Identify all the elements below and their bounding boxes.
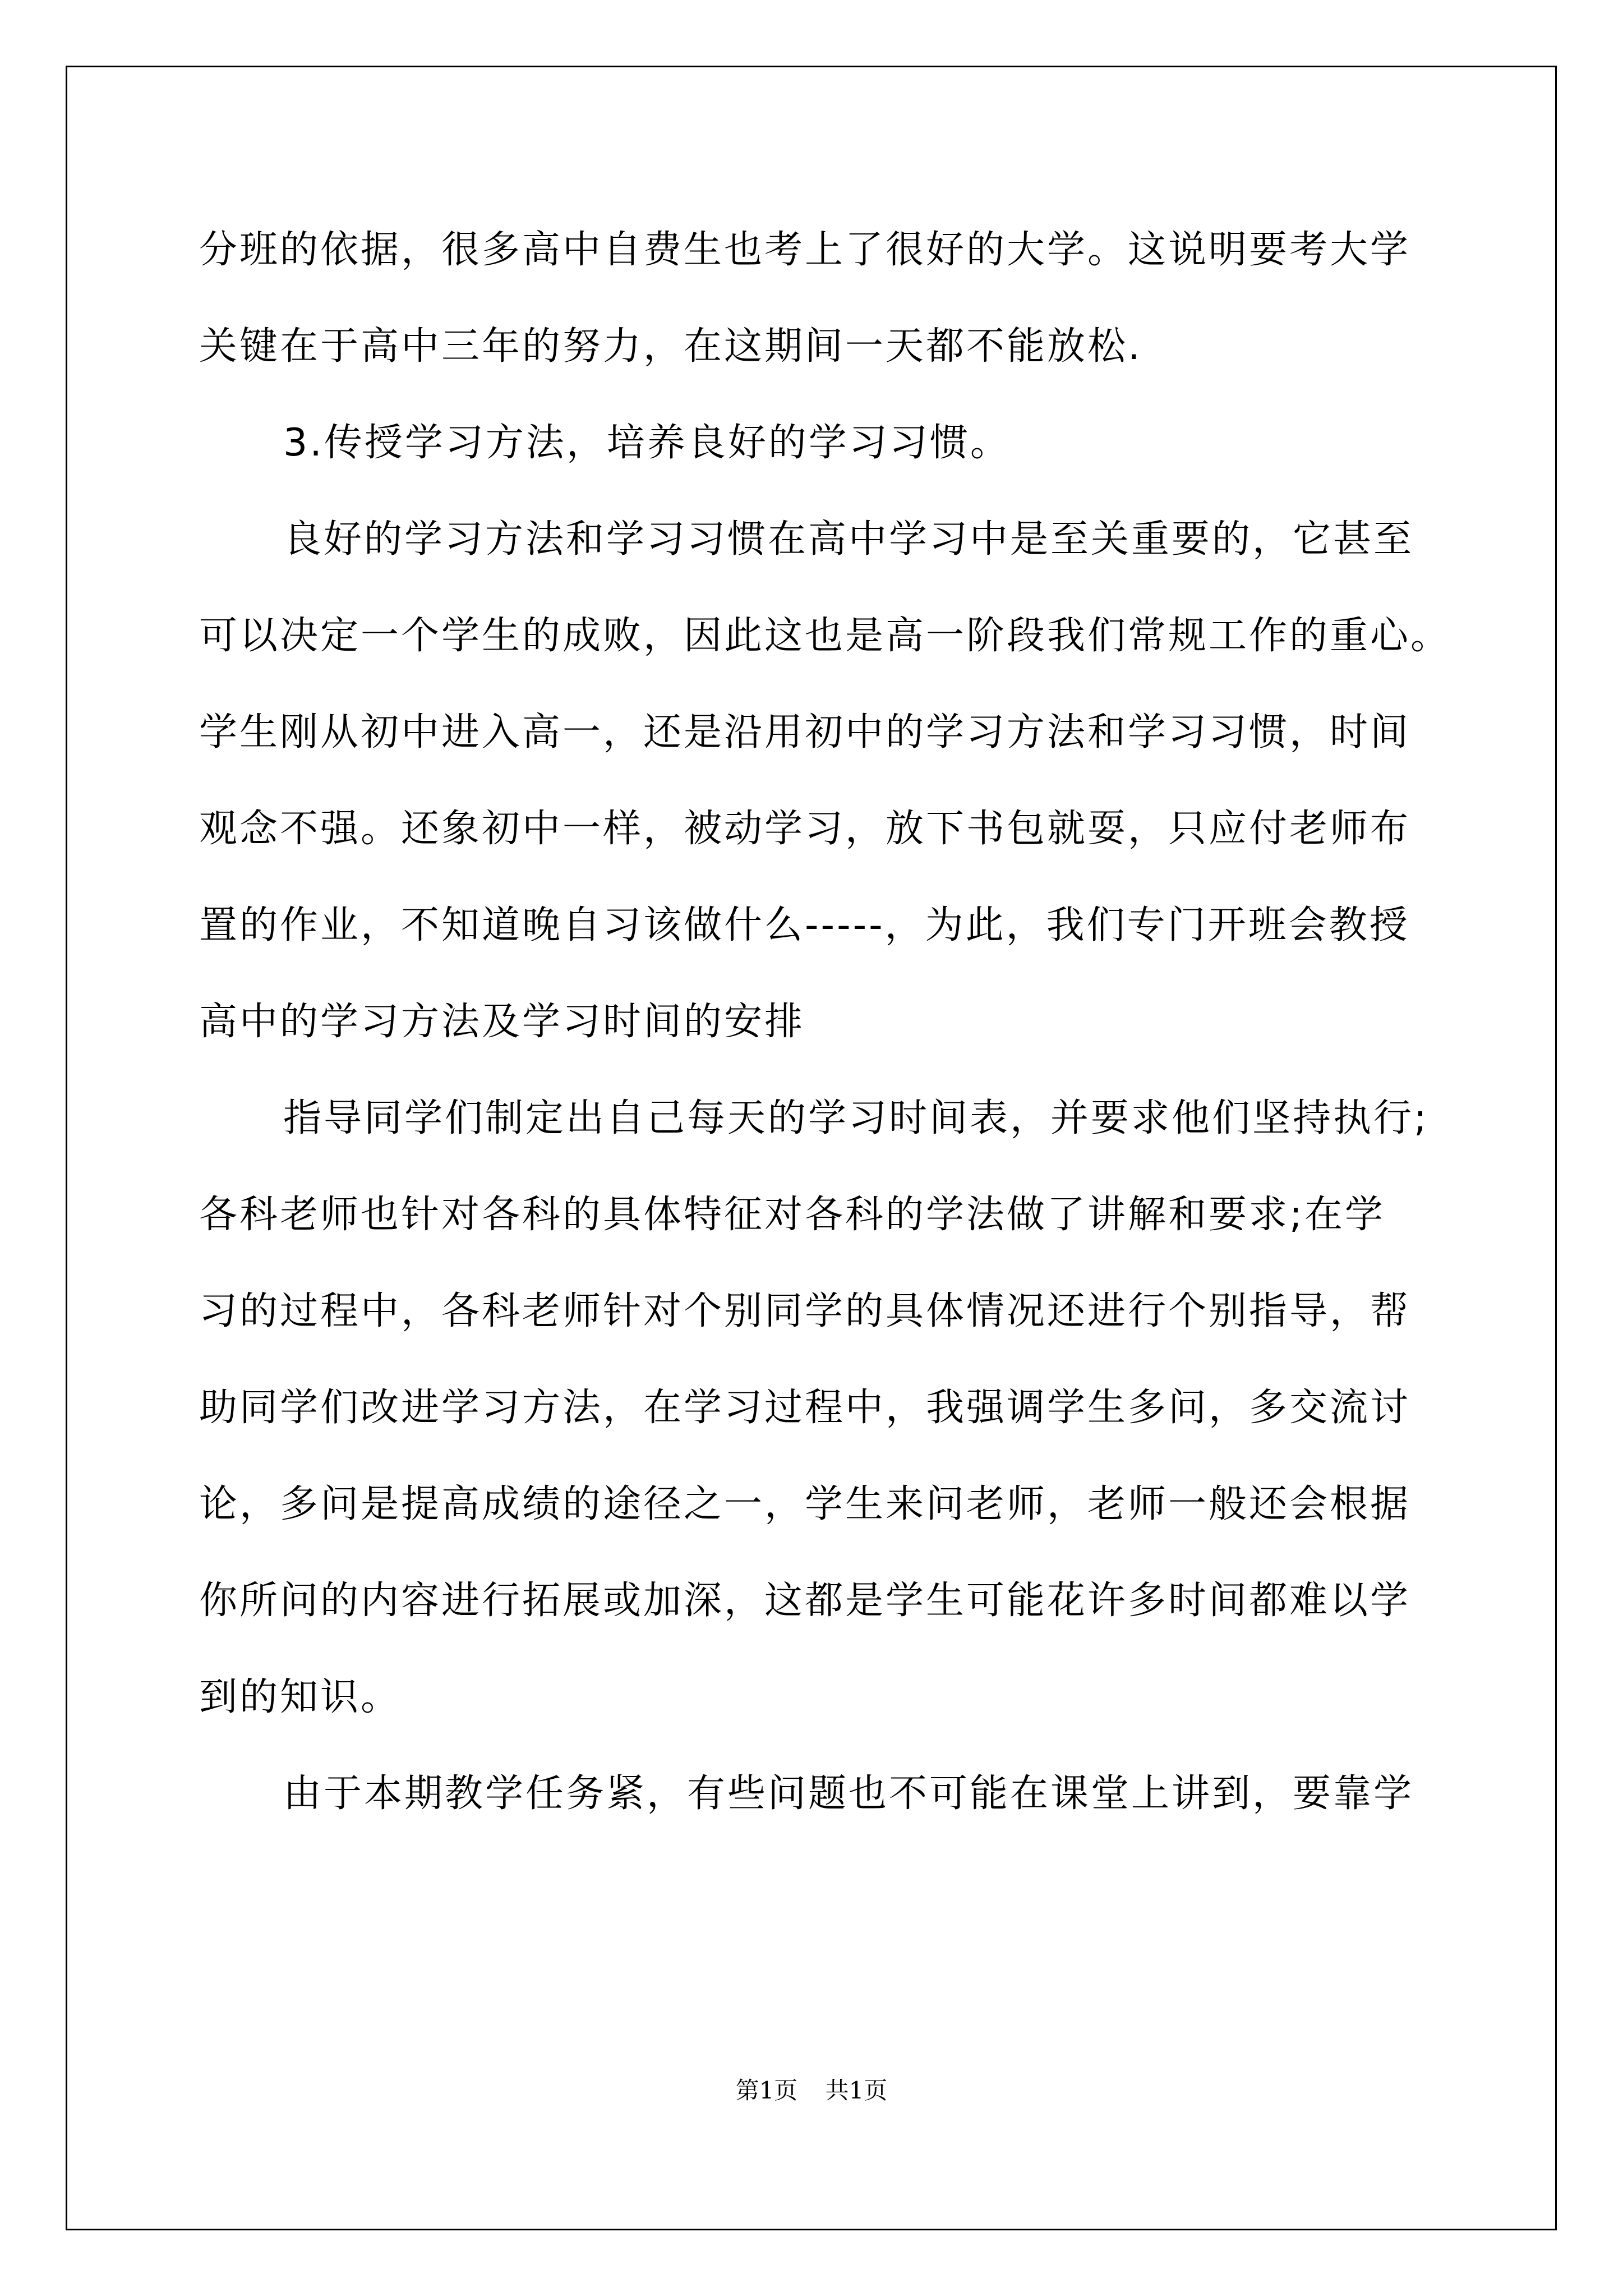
body-line-5: 可以决定一个学生的成败，因此这也是高一阶段我们常规工作的重心。 [199, 614, 1451, 658]
body-line-12: 习的过程中，各科老师针对个别同学的具体情况还进行个别指导，帮 [199, 1289, 1411, 1333]
body-line-15: 你所问的内容进行拓展或加深，这都是学生可能花许多时间都难以学 [199, 1579, 1411, 1623]
body-line-16: 到的知识。 [199, 1675, 402, 1719]
body-line-11: 各科老师也针对各科的具体特征对各科的学法做了讲解和要求;在学 [199, 1193, 1385, 1237]
page-frame [66, 66, 1557, 2230]
body-line-8: 置的作业，不知道晚自习该做什么-----，为此，我们专门开班会教授 [199, 903, 1410, 947]
page-number: 第1页 [735, 2077, 798, 2104]
section-heading: 3.传授学习方法，培养良好的学习习惯。 [283, 421, 1011, 465]
body-line-6: 学生刚从初中进入高一，还是沿用初中的学习方法和学习习惯，时间 [199, 710, 1411, 754]
body-line-7: 观念不强。还象初中一样，被动学习，放下书包就耍，只应付老师布 [199, 807, 1411, 851]
page-total: 共1页 [825, 2077, 888, 2104]
body-line-10: 指导同学们制定出自己每天的学习时间表，并要求他们坚持执行; [283, 1096, 1429, 1140]
body-line-9: 高中的学习方法及学习时间的安排 [199, 1000, 805, 1044]
body-line-4: 良好的学习方法和学习习惯在高中学习中是至关重要的，它甚至 [283, 517, 1414, 562]
body-line-1: 分班的依据，很多高中自费生也考上了很好的大学。这说明要考大学 [199, 228, 1411, 272]
body-line-17: 由于本期教学任务紧，有些问题也不可能在课堂上讲到，要靠学 [283, 1772, 1414, 1816]
body-line-2: 关键在于高中三年的努力，在这期间一天都不能放松. [199, 324, 1142, 369]
body-line-13: 助同学们改进学习方法，在学习过程中，我强调学生多问，多交流讨 [199, 1386, 1411, 1430]
body-line-14: 论，多问是提高成绩的途径之一，学生来问老师，老师一般还会根据 [199, 1482, 1411, 1526]
page-footer [0, 2077, 1623, 2105]
